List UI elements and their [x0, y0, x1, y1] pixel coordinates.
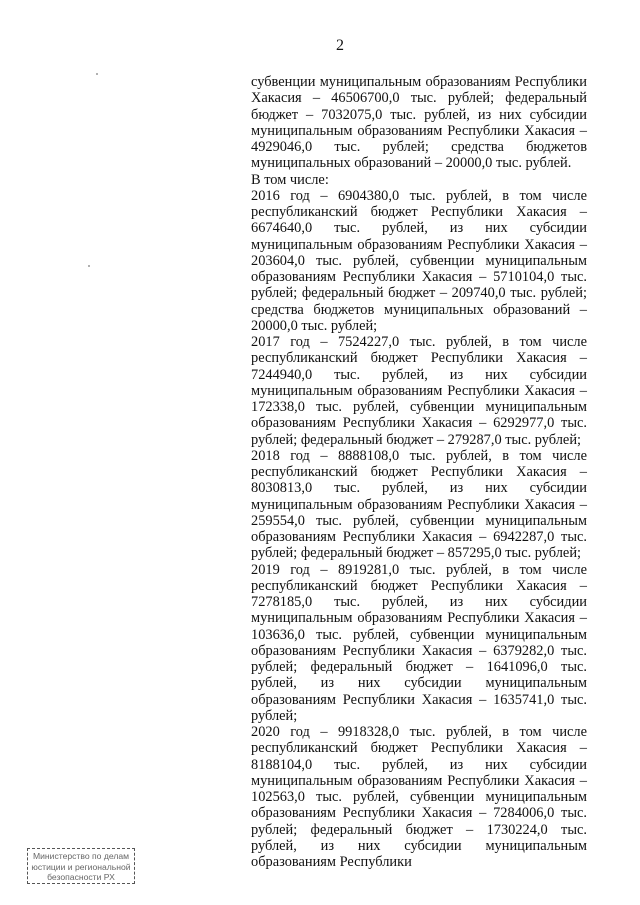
ministry-stamp	[27, 848, 135, 884]
paragraph-year-2016: 2016 год – 6904380,0 тыс. рублей, в том числе республиканский бюджет Республики Хакасия – 6674640,0 тыс. рублей, из них субсидии муниципальным образованиям Республики Хакасия – 203604,0 тыс. рублей, субвенции муниципальным образованиям Республики Хакасия – 5710104,0 тыс. рублей; федеральный бюджет – 209740,0 тыс. рублей; средства бюджетов муниципальных образований – 20000,0 тыс. рублей;	[251, 187, 587, 334]
paragraph-funding-summary: субвенции муниципальным образованиям Республики Хакасия – 46506700,0 тыс. рублей; федеральный бюджет – 7032075,0 тыс. рублей, из них субсидии муниципальным образованиям Республики Хакасия – 4929046,0 тыс. рублей; средства бюджетов муниципальных образований – 20000,0 тыс. рублей.	[251, 74, 587, 172]
paragraph-including: В том числе:	[251, 171, 329, 188]
scan-speck	[88, 265, 90, 267]
stamp-line: Министерство по делам	[32, 851, 130, 861]
paragraph-year-2020: 2020 год – 9918328,0 тыс. рублей, в том числе республиканский бюджет Республики Хакасия – 8188104,0 тыс. рублей, из них субсидии муниципальным образованиям Республики Хакасия – 102563,0 тыс. рублей, субвенции муниципальным образованиям Республики Хакасия – 7284006,0 тыс. рублей; федеральный бюджет – 1730224,0 тыс. рублей, из них субсидии муниципальным образованиям Республики	[251, 724, 587, 870]
paragraph-year-2018: 2018 год – 8888108,0 тыс. рублей, в том числе республиканский бюджет Республики Хакасия – 8030813,0 тыс. рублей, из них субсидии муниципальным образованиям Республики Хакасия – 259554,0 тыс. рублей, субвенции муниципальным образованиям Республики Хакасия – 6942287,0 тыс. рублей; федеральный бюджет – 857295,0 тыс. рублей;	[251, 447, 587, 562]
paragraph-year-2019: 2019 год – 8919281,0 тыс. рублей, в том числе республиканский бюджет Республики Хакасия – 7278185,0 тыс. рублей, из них субсидии муниципальным образованиям Республики Хакасия – 103636,0 тыс. рублей, субвенции муниципальным образованиям Республики Хакасия – 6379282,0 тыс. рублей; федеральный бюджет – 1641096,0 тыс. рублей, из них субсидии муниципальным образованиям Республики Хакасия – 1635741,0 тыс. рублей;	[251, 561, 587, 724]
stamp-line: безопасности РХ	[47, 872, 115, 882]
scan-speck	[96, 73, 98, 75]
document-body	[251, 74, 587, 870]
page-number: 2	[336, 37, 344, 54]
stamp-line: юстиции и региональной	[31, 861, 131, 872]
paragraph-year-2017: 2017 год – 7524227,0 тыс. рублей, в том числе республиканский бюджет Республики Хакасия – 7244940,0 тыс. рублей, из них субсидии муниципальным образованиям Республики Хакасия – 172338,0 тыс. рублей, субвенции муниципальным образованиям Республики Хакасия – 6292977,0 тыс. рублей; федеральный бюджет – 279287,0 тыс. рублей;	[251, 334, 587, 448]
